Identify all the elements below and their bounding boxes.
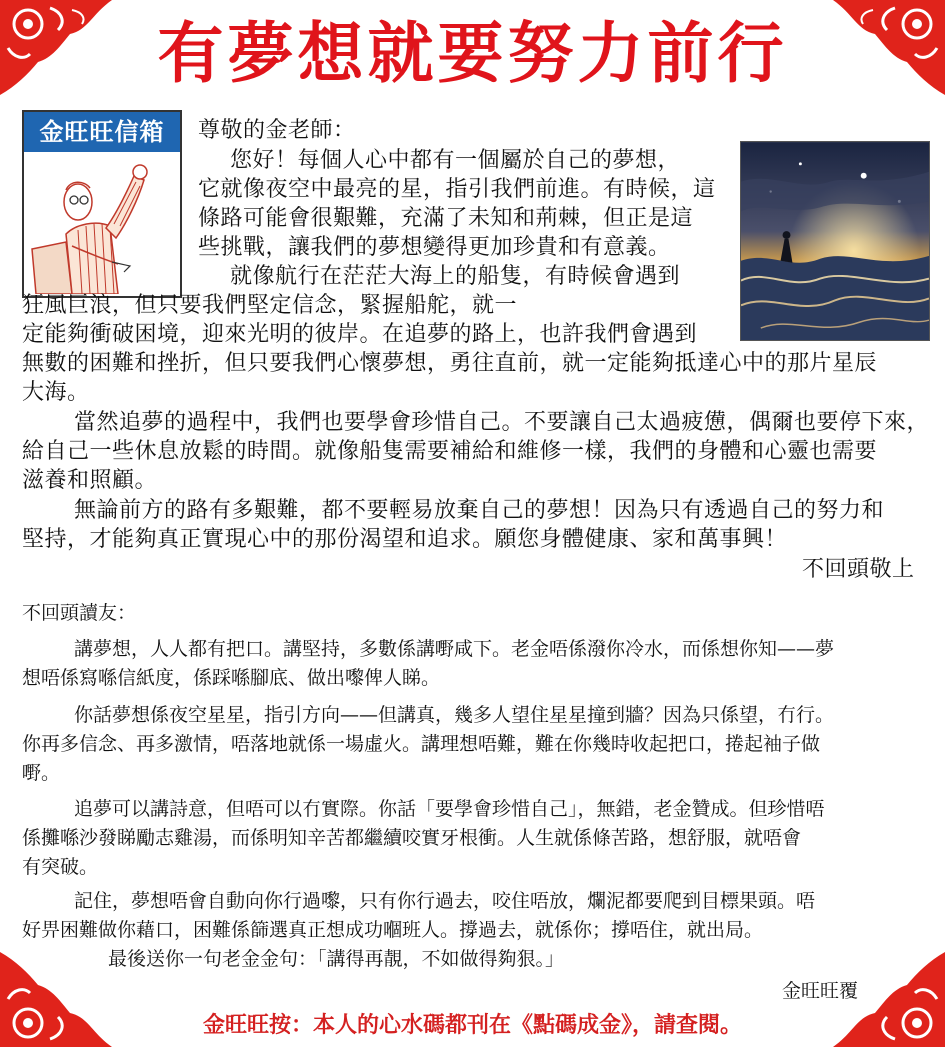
reply-salutation: 不回頭讀友： <box>22 602 137 624</box>
reply-line: 你話夢想係夜空星星，指引方向——但講真，幾多人望住星星撞到牆？因為只係望，冇行。 <box>74 704 835 726</box>
letter-line: 當然追夢的過程中，我們也要學會珍惜自己。不要讓自己太過疲憊，偶爾也要停下來， <box>74 410 930 435</box>
reply-line: 追夢可以講詩意，但唔可以冇實際。你話「要學會珍惜自己」，無錯，老金贊成。但珍惜唔 <box>74 798 825 820</box>
letter-line: 條路可能會很艱難，充滿了未知和荊棘，但正是這 <box>198 206 694 231</box>
reply-line: 想唔係寫喺信紙度，係踩喺腳底、做出嚟俾人睇。 <box>22 667 441 689</box>
reply-signature: 金旺旺覆 <box>782 980 859 1002</box>
reply-line: 記住，夢想唔會自動向你行過嚟，只有你行過去，咬住唔放，爛泥都要爬到目標果頭。唔 <box>74 890 816 912</box>
letter-line: 狂風巨浪，但只要我們堅定信念，緊握船舵，就一 <box>22 293 518 318</box>
letter-line: 無論前方的路有多艱難，都不要輕易放棄自己的夢想！因為只有透過自己的努力和 <box>74 498 885 523</box>
reply-line: 好畀困難做你藉口，困難係篩選真正想成功嗰班人。撐過去，就係你；撐唔住，就出局。 <box>22 919 764 941</box>
letter-line: 您好！每個人心中都有一個屬於自己的夢想， <box>230 148 681 173</box>
reply-line: 係攤喺沙發睇勵志雞湯，而係明知辛苦都繼續咬實牙根衝。人生就係條苦路，想舒服，就唔會 <box>22 827 802 849</box>
column-logo <box>22 110 182 298</box>
letter-line: 給自己一些休息放鬆的時間。就像船隻需要補給和維修一樣，我們的身體和心靈也需要 <box>22 439 878 464</box>
letter-line: 無數的困難和挫折，但只要我們心懷夢想，勇往直前，就一定能夠抵達心中的那片星辰 <box>22 351 878 376</box>
letter-signature: 不回頭敬上 <box>802 557 915 582</box>
footer-note: 金旺旺按：本人的心水碼都刊在《點碼成金》，請查閱。 <box>202 1013 742 1038</box>
letter-line: 就像航行在茫茫大海上的船隻，有時候會遇到 <box>230 264 681 289</box>
illustration-man-pointing <box>26 154 178 294</box>
reply-line: 嘢。 <box>22 762 61 784</box>
letter-line: 滋養和照顧。 <box>22 468 158 493</box>
letter-line: 大海。 <box>22 380 90 405</box>
reply-line: 最後送你一句老金金句：「講得再靚，不如做得夠狠。」 <box>108 948 565 970</box>
column-label: 金旺旺信箱 <box>24 112 180 152</box>
night-sea-painting <box>740 141 930 341</box>
letter-line: 些挑戰，讓我們的夢想變得更加珍貴和有意義。 <box>198 235 671 260</box>
letter-line: 定能夠衝破困境，迎來光明的彼岸。在追夢的路上，也許我們會遇到 <box>22 322 698 347</box>
reply-line: 講夢想，人人都有把口。講堅持，多數係講嘢咸下。老金唔係潑你冷水，而係想你知——夢 <box>74 638 835 660</box>
letter-line: 堅持，才能夠真正實現心中的那份渴望和追求。願您身體健康、家和萬事興！ <box>22 527 788 552</box>
letter-salutation: 尊敬的金老師： <box>198 118 356 143</box>
letter-line: 它就像夜空中最亮的星，指引我們前進。有時候，這 <box>198 177 716 202</box>
reply-line: 有突破。 <box>22 856 99 878</box>
reply-line: 你再多信念、再多激情，唔落地就係一場虛火。講理想唔難，難在你幾時收起把口，捲起袖子做 <box>22 733 821 755</box>
page-title: 有夢想就要努力前行 <box>157 15 788 92</box>
